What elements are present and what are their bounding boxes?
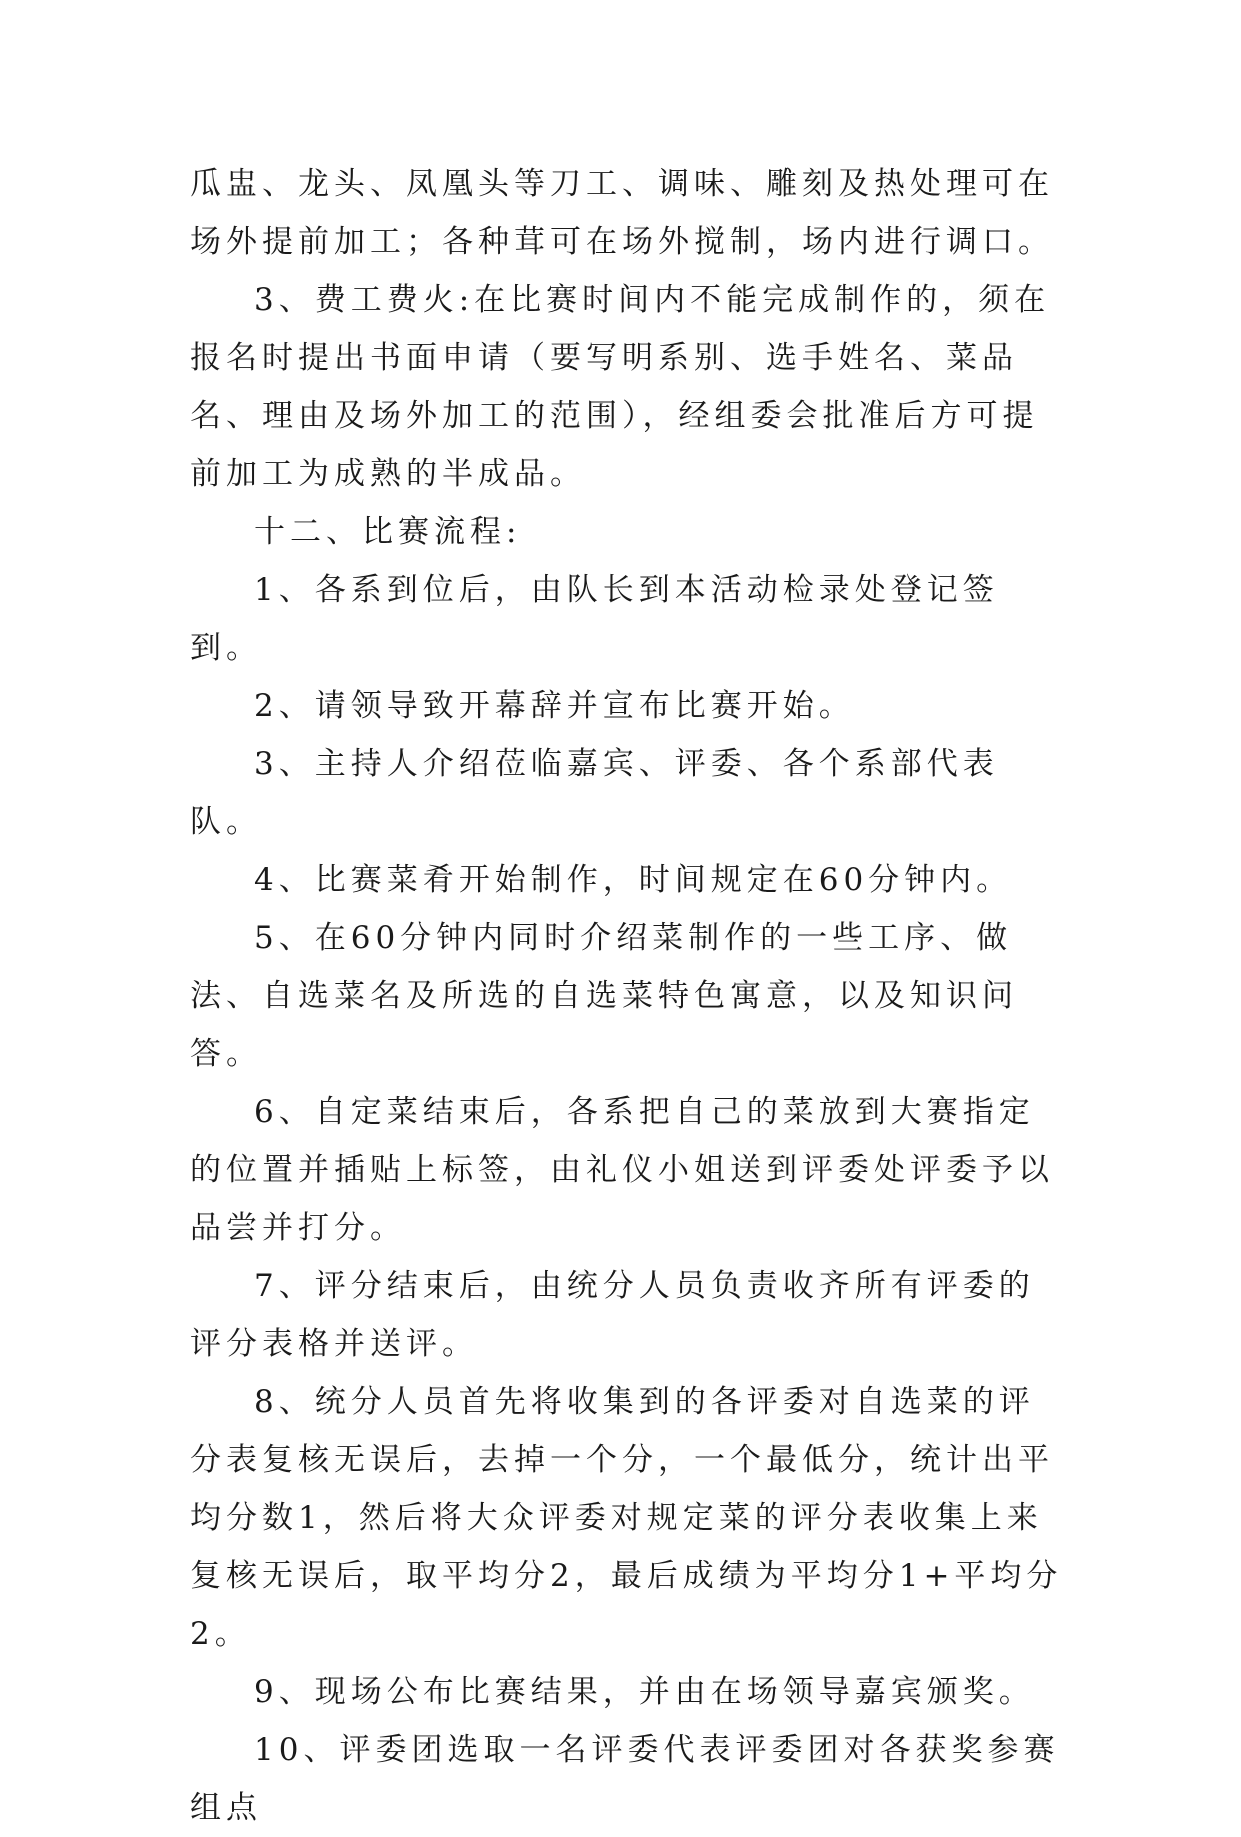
process-step-10: 10、评委团选取一名评委代表评委团对各获奖参赛组点 (190, 1732, 1060, 1826)
process-step-2: 2、请领导致开幕辞并宣布比赛开始。 (254, 688, 855, 724)
process-step-8: 8、统分人员首先将收集到的各评委对自选菜的评分表复核无误后，去掉一个分，一个最低分，统计出平均分数1，然后将大众评委对规定菜的评分表收集上来复核无误后，取平均分2，最后成绩为平均分1+平均分2。 (190, 1384, 1063, 1652)
process-step-4: 4、比赛菜肴开始制作，时间规定在60分钟内。 (254, 862, 1013, 898)
process-step-6: 6、自定菜结束后，各系把自己的菜放到大赛指定的位置并插贴上标签，由礼仪小姐送到评委处评委予以品尝并打分。 (190, 1094, 1054, 1246)
section-heading-competition-process: 十二、比赛流程: (254, 514, 522, 550)
process-step-7: 7、评分结束后，由统分人员负责收齐所有评委的评分表格并送评。 (190, 1268, 1035, 1362)
document-body (190, 155, 1070, 1837)
paragraph-item-3-fee: 3、费工费火:在比赛时间内不能完成制作的，须在报名时提出书面申请（要写明系别、选手姓名、菜品名、理由及场外加工的范围），经组委会批准后方可提前加工为成熟的半成品。 (190, 282, 1051, 492)
paragraph-continuation: 瓜盅、龙头、凤凰头等刀工、调味、雕刻及热处理可在场外提前加工；各种茸可在场外搅制，场内进行调口。 (190, 166, 1054, 260)
process-step-1: 1、各系到位后，由队长到本活动检录处登记签到。 (190, 572, 999, 666)
process-step-5: 5、在60分钟内同时介绍菜制作的一些工序、做法、自选菜名及所选的自选菜特色寓意，以及知识问答。 (190, 920, 1018, 1072)
process-step-9: 9、现场公布比赛结果，并由在场领导嘉宾颁奖。 (254, 1674, 1035, 1710)
process-step-3: 3、主持人介绍莅临嘉宾、评委、各个系部代表队。 (190, 746, 999, 840)
